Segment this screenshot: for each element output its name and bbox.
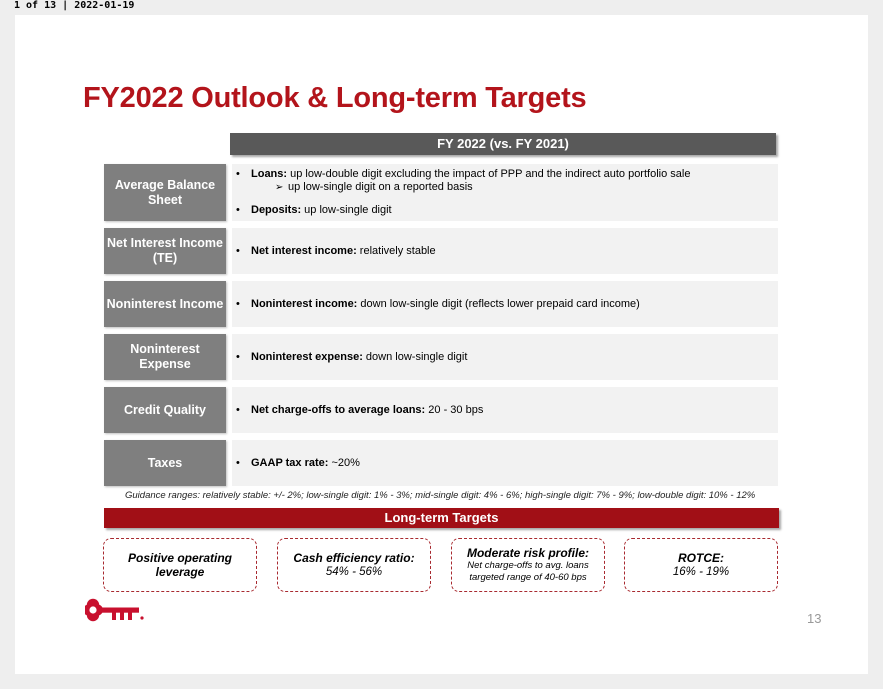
target-value: 16% - 19% [672,566,730,578]
bullet-text: 20 - 30 bps [425,404,484,416]
bullet-noninterest-income [236,298,640,311]
page-title: FY2022 Outlook & Long-term Targets [83,82,587,114]
row-label-net-interest-income: Net Interest Income (TE) [104,228,226,274]
row-label-noninterest-income: Noninterest Income [104,281,226,327]
target-cash-efficiency [277,538,431,592]
target-value: Net charge-offs to avg. loans targeted range of 40-60 bps [467,560,589,583]
bullet-loans [236,168,690,181]
bullet-text: relatively stable [356,245,436,257]
key-shaft [99,608,139,613]
key-hole [89,606,96,613]
bullet-bold: GAAP tax rate: [251,457,329,469]
bullet-dot: • [236,404,240,416]
fy-header: FY 2022 (vs. FY 2021) [230,133,776,155]
row-content-credit-quality [232,387,778,433]
row-label-average-balance-sheet: Average Balance Sheet [104,164,226,221]
row-content-taxes [232,440,778,486]
key-tooth-1 [112,612,116,620]
key-icon [85,597,147,623]
bullet-bold: Net interest income: [251,245,357,257]
bullet-dot: • [236,168,240,180]
bullet-bold: Deposits: [251,204,302,216]
target-rotce [624,538,778,592]
bullet-text: down low-single digit [362,351,468,363]
target-risk-profile [451,538,605,592]
page-number: 13 [807,611,822,626]
bullet-dot: • [236,351,240,363]
row-label-taxes: Taxes [104,440,226,486]
key-tooth-2 [120,612,124,620]
sub-bullet-reported [275,181,473,194]
target-value: 54% - 56% [325,566,383,578]
bullet-bold: Noninterest expense: [251,351,363,363]
slide [15,15,868,674]
bullet-deposits [236,204,392,217]
bullet-credit-quality [236,404,483,417]
bullet-dot: • [236,457,240,469]
row-content-noninterest-expense [232,334,778,380]
target-title: ROTCE: [678,551,724,565]
bullet-net-interest-income [236,245,436,258]
bullet-text: up low-single digit [301,204,392,216]
bullet-text: ~20% [328,457,360,469]
bullet-dot: • [236,245,240,257]
bullet-dot: • [236,298,240,310]
bullet-dot: • [236,204,240,216]
bullet-text: up low-double digit excluding the impact of PPP and the indirect auto portfolio sale [287,168,691,180]
arrow-icon: ➢ [275,182,284,193]
target-operating-leverage [103,538,257,592]
row-content-net-interest-income [232,228,778,274]
bullet-bold: Noninterest income: [251,298,358,310]
target-title: Moderate risk profile: [466,546,590,560]
guidance-ranges-note: Guidance ranges: relatively stable: +/- 2%; low-single digit: 1% - 3%; mid-single digit: 4% - 6%; high-single digit: 7% - 9%; low-double digit: 10% - 12% [125,490,756,501]
key-tooth-3 [128,612,132,620]
target-title: Positive operating leverage [127,551,233,579]
sub-bullet-text: up low-single digit on a reported basis [288,181,473,193]
page-indicator: 1 of 13 | 2022-01-19 [14,0,135,11]
row-content-noninterest-income [232,281,778,327]
row-label-credit-quality: Credit Quality [104,387,226,433]
long-term-targets-header: Long-term Targets [104,508,779,528]
bullet-text: down low-single digit (reflects lower prepaid card income) [357,298,640,310]
bullet-noninterest-expense [236,351,467,364]
row-label-noninterest-expense: Noninterest Expense [104,334,226,380]
target-title: Cash efficiency ratio: [293,551,415,565]
bullet-bold: Loans: [251,168,288,180]
key-registered-dot [140,616,143,619]
row-content-average-balance-sheet [232,164,778,221]
bullet-bold: Net charge-offs to average loans: [251,404,426,416]
bullet-taxes [236,457,360,470]
